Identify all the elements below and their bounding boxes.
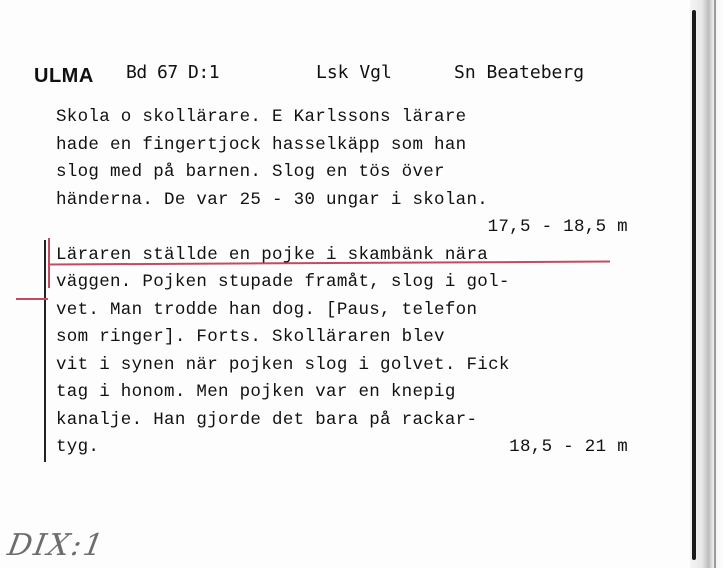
time-marker: 17,5 - 18,5 m (487, 217, 628, 237)
card-edge-line-outer (714, 0, 716, 568)
text-line: slog med på barnen. Slog en tös över (56, 162, 445, 182)
text-line: hade en fingertjock hasselkäpp som han (56, 134, 467, 155)
text-line: väggen. Pojken stupade framåt, slog i gol- (56, 272, 510, 292)
text-line: Läraren ställde en pojke i skambänk nära (56, 244, 489, 265)
province-field: Lsk Vgl (316, 62, 392, 83)
text-line: händerna. De var 25 - 30 ungar i skolan. (56, 189, 489, 210)
card-header (34, 62, 654, 92)
handwritten-note: DIX:1 (4, 528, 108, 563)
text-line: som ringer]. Forts. Skolläraren blev (56, 327, 445, 347)
archive-name: ULMA (34, 65, 94, 87)
time-marker: 18,5 - 21 m (509, 437, 628, 457)
volume-reference: Bd 67 D:1 (126, 62, 220, 83)
text-line: vet. Man trodde han dog. [Paus, telefon (56, 299, 478, 320)
text-line: kanalje. Han gjorde det bara på rackar- (56, 409, 478, 430)
red-side-mark (16, 298, 48, 300)
text-line: tyg. (56, 437, 100, 457)
transcript-text (56, 104, 656, 462)
card-edge-line (692, 10, 696, 560)
parish-field: Sn Beateberg (454, 62, 585, 83)
margin-bar (44, 240, 46, 462)
text-line: vit i synen när pojken slog i golvet. Fick (56, 354, 510, 375)
text-line: tag i honom. Men pojken var en knepig (56, 382, 456, 402)
text-line: Skola o skollärare. E Karlssons lärare (56, 107, 467, 127)
